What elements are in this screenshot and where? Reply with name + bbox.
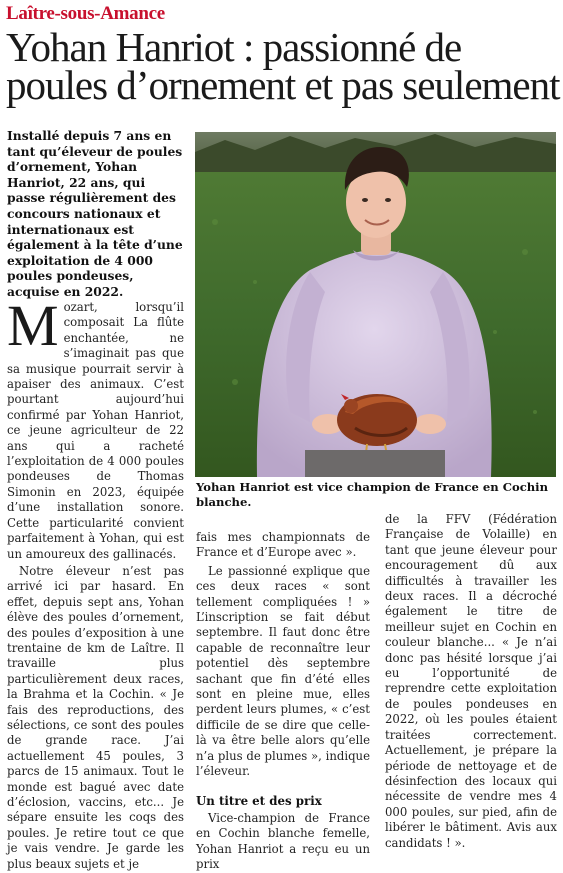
paragraph-4: Le passionné explique que ces deux races « sont tellement compliquées ! » L’inscription se fait début septembre. Il faut donc être capable de reconnaître leur potentiel dès septembre sachant que fin d’été elles sont en pleine mue, elles perdent leurs plumes, « c’est difficile de se dire que celle-là va être belle alors qu’elle n’a plus de plumes », indique l’éleveur.	[196, 563, 370, 779]
article-column-3	[385, 512, 557, 851]
article-column-2	[196, 530, 370, 873]
paragraph-5: Vice-champion de France en Cochin blanche femelle, Yohan Hanriot a reçu eu un prix	[196, 810, 370, 872]
paragraph-3: fais mes championnats de France et d’Europe avec ».	[196, 530, 370, 560]
paragraph-2: Notre éleveur n’est pas arrivé ici par hasard. En effet, depuis sept ans, Yohan élève des poules d’ornement, des poules d’exposition à une trentaine de km de Laître. Il travaille plus particulièrement deux races, la Brahma et la Cochin. « Je fais des reproductions, des sélections, ce sont des poules de grande race. J’ai actuellement 45 poules, 3 parcs de 15 animaux. Tout le monde est bagué avec date d’éclosion, vaccins, etc... Je sépare ensuite les coqs des poules. Je retire tout ce que je vais vendre. Je garde les plus beaux sujets et je	[7, 563, 184, 871]
article-subhead: Un titre et des prix	[196, 793, 322, 808]
section-kicker: Laître-sous-Amance	[6, 3, 165, 24]
paragraph-1-text: ozart, lorsqu’il composait La flûte enchantée, ne s’imaginait pas que sa musique pourrait servir à apaiser des animaux. C’est pourtant aujourd’hui confirmé par Yohan Hanriot, ce jeune agriculteur de 22 ans qui a racheté l’exploitation de 4 000 poules pondeuses de Thomas Simonin en 2023, équipée d’une installation sonore. Cette particularité convient parfaitement à Yohan, qui est un amoureux des gallinacés.	[7, 300, 184, 561]
photo-illustration	[195, 132, 556, 477]
drop-cap: M	[7, 293, 59, 358]
article-photo	[195, 132, 556, 477]
photo-caption: Yohan Hanriot est vice champion de France en Cochin blanche.	[196, 480, 549, 509]
article-lede: Installé depuis 7 ans en tant qu’éleveur de poules d’ornement, Yohan Hanriot, 22 ans, qui passe régulièrement des concours nationaux et internationaux est également à la tête d’une exploitation de 4 000 poules pondeuses, acquise en 2022.	[7, 128, 183, 299]
article-column-1	[7, 293, 184, 872]
article-headline: Yohan Hanriot : passionné de poules d’ornement et pas seulement	[6, 24, 560, 108]
paragraph-6: de la FFV (Fédération Française de Volaille) en tant que jeune éleveur pour encouragement dû aux difficultés à travailler les deux races. Il a décroché également le titre de meilleur sujet en Cochin en couleur blanche... « Je n’ai donc pas hésité lorsque j’ai eu l’opportunité de reprendre cette exploitation de poules pondeuses en 2022, où les poules étaient traitées correctement. Actuellement, je prépare la période de nettoyage et de désinfection des locaux qui nécessite de vendre mes 4 000 poules, sur pied, afin de libérer le bâtiment. Avis aux candidats ! ».	[385, 512, 557, 850]
paragraph-1	[7, 293, 184, 562]
